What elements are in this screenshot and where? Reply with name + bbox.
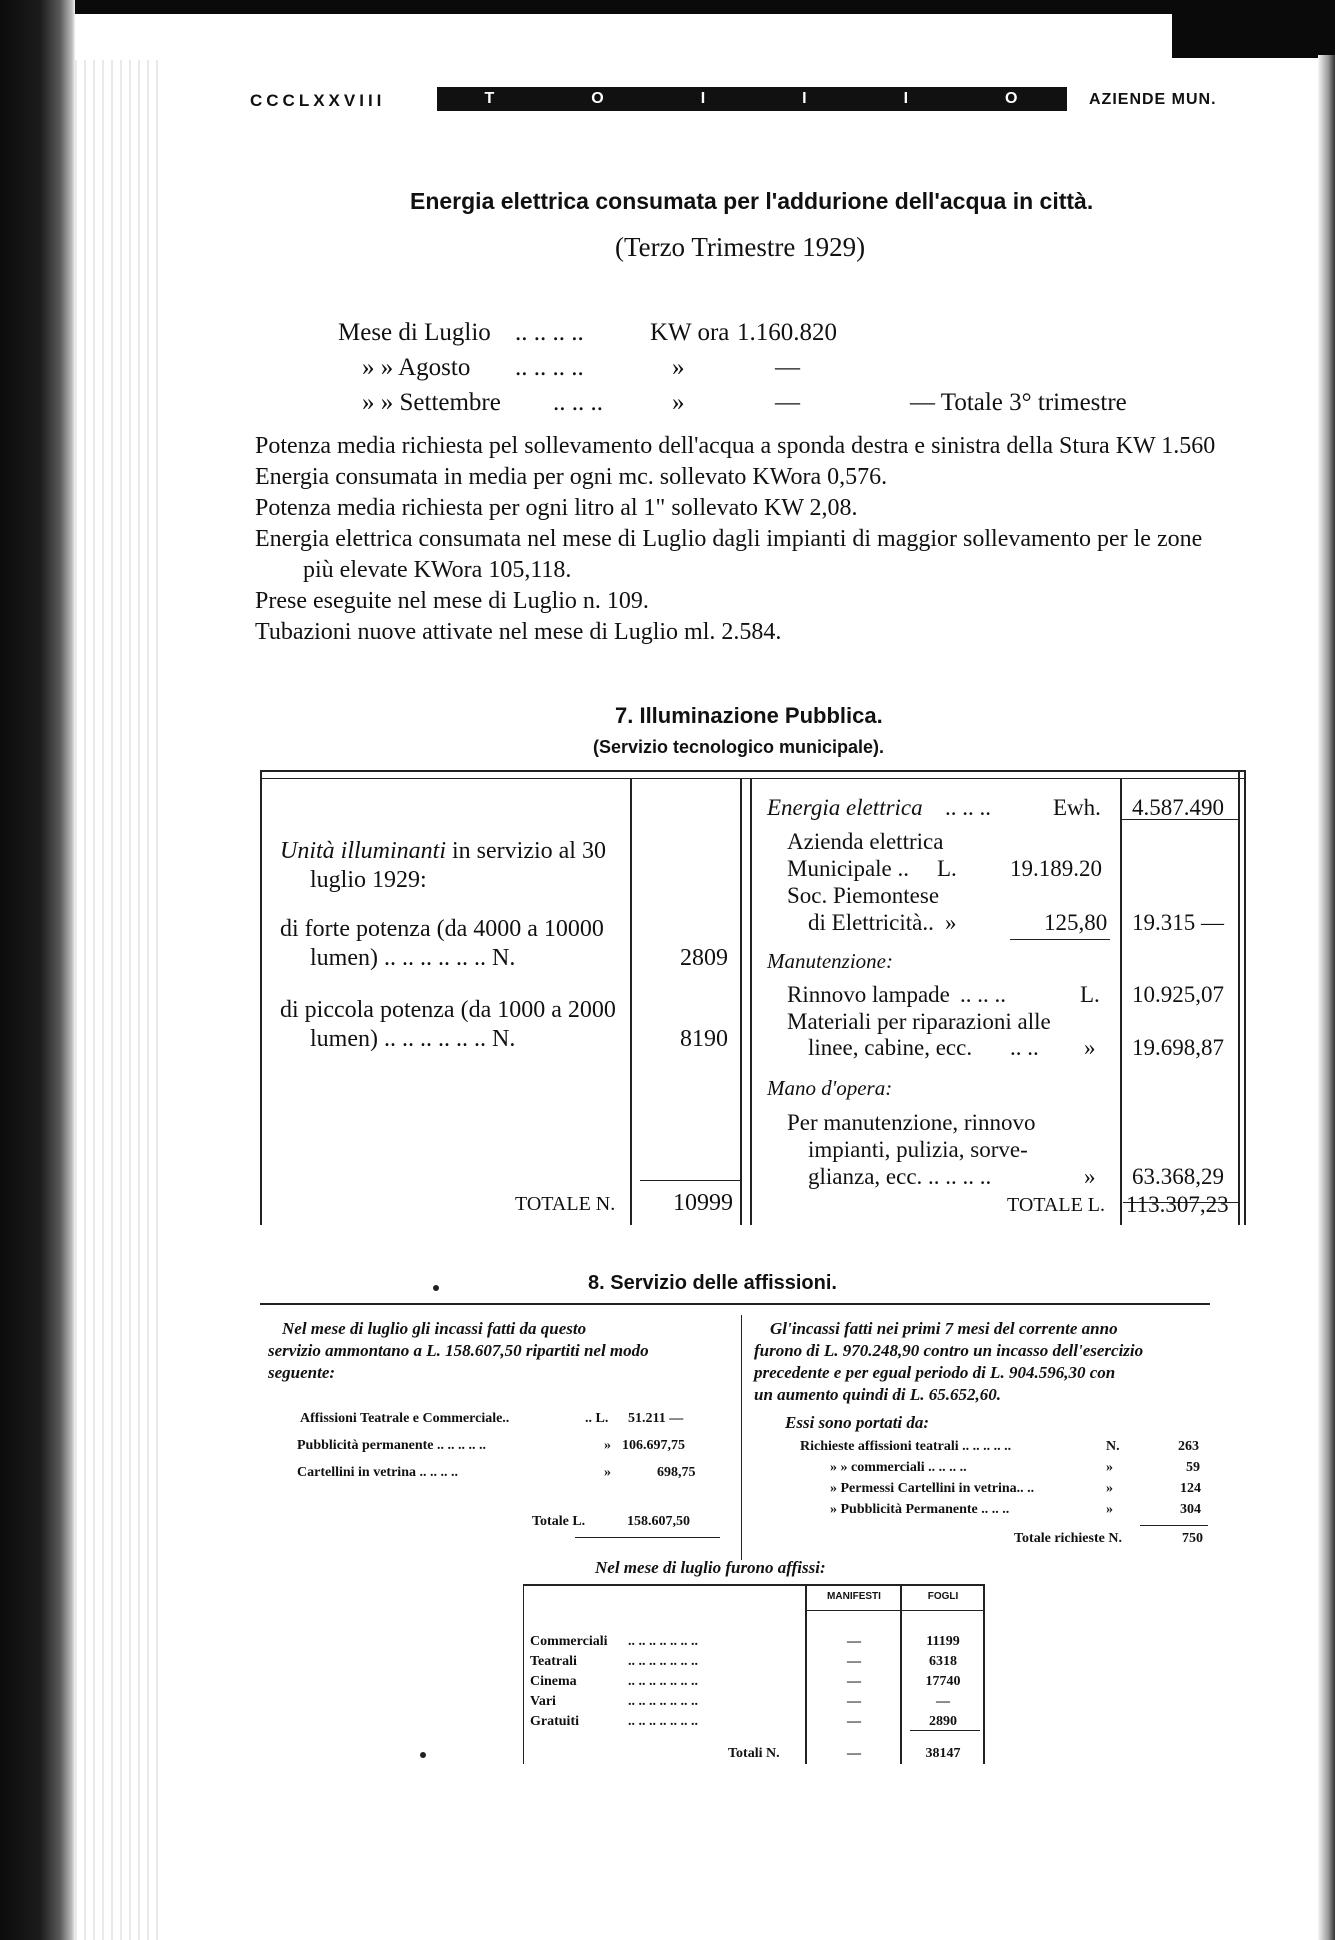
month-unit: » [672, 354, 685, 381]
soc-label: di Elettricità.. [808, 910, 934, 935]
soc-amount: 125,80 [1044, 910, 1108, 935]
energia-unit: Ewh. [1053, 795, 1101, 820]
month-label: » » Agosto [362, 354, 471, 381]
lamps-total-value: 10999 [673, 1190, 733, 1216]
bullet-dot [420, 1752, 426, 1758]
month-value: — [775, 354, 800, 381]
request-row-label: Richieste affissioni teatrali .. .. .. .. .. [800, 1439, 1012, 1454]
affissioni-left-intro: seguente: [268, 1363, 336, 1382]
page-number: CCCLXXVIII [250, 91, 386, 110]
request-row-currency: » [1106, 1481, 1113, 1496]
affissi-row-fogli: 6318 [929, 1654, 957, 1669]
energy-note: più elevate KWora 105,118. [303, 557, 572, 583]
affissioni-right-intro: Gl'incassi fatti nei primi 7 mesi del corrente anno [770, 1319, 1118, 1338]
affissioni-title: 8. Servizio delle affissioni. [588, 1272, 837, 1294]
income-row-currency: .. L. [585, 1411, 609, 1426]
affissioni-right-intro: precedente e per egual periodo di L. 904.596,30 con [754, 1363, 1116, 1382]
running-header-bar [437, 87, 1067, 111]
income-row-label: Affissioni Teatrale e Commerciale.. [300, 1411, 510, 1426]
request-row-currency: » [1106, 1460, 1113, 1475]
azienda-currency: L. [937, 856, 957, 881]
affissi-total-fogli: 38147 [925, 1746, 961, 1761]
month-value: — [775, 389, 800, 416]
affissi-row-fogli: 17740 [925, 1674, 961, 1689]
month-value: 1.160.820 [737, 319, 837, 346]
energy-note: Prese eseguite nel mese di Luglio n. 109. [255, 588, 649, 614]
lamps-total-label: TOTALE N. [515, 1193, 616, 1215]
request-row-value: 59 [1186, 1460, 1200, 1475]
energia-dots: .. .. .. [945, 795, 991, 820]
rinnovo-label: Rinnovo lampade [787, 982, 950, 1007]
affissi-row-label: Gratuiti [530, 1714, 579, 1729]
per-value: 63.368,29 [1132, 1164, 1224, 1189]
materiali-currency: » [1084, 1035, 1096, 1060]
per-label: glianza, ecc. .. .. .. .. [808, 1164, 992, 1189]
lamp-row-label: di forte potenza (da 4000 a 10000 [280, 916, 604, 942]
request-total-label: Totale richieste N. [1014, 1531, 1122, 1546]
income-row-currency: » [604, 1438, 611, 1453]
affissioni-left-intro: Nel mese di luglio gli incassi fatti da questo [282, 1319, 587, 1338]
energy-title: Energia elettrica consumata per l'addurione dell'acqua in città. [410, 188, 1094, 214]
energy-subtotal: 19.315 — [1132, 910, 1224, 935]
energy-note: Energia consumata in media per ogni mc. sollevato KWora 0,576. [255, 464, 888, 490]
lamp-row-value: 8190 [680, 1026, 728, 1052]
affissi-row-fogli: 2890 [929, 1714, 957, 1729]
request-total-value: 750 [1182, 1531, 1203, 1546]
lamp-row-label: lumen) .. .. .. .. .. .. N. [310, 1026, 516, 1052]
units-intro-rest: in servizio al 30 [446, 838, 606, 864]
lighting-title: 7. Illuminazione Pubblica. [615, 703, 883, 728]
affissi-row-dots: .. .. .. .. .. .. .. [628, 1694, 698, 1709]
affissi-row-dots: .. .. .. .. .. .. .. [628, 1654, 698, 1669]
request-row-value: 304 [1180, 1502, 1201, 1517]
lamp-row-label: di piccola potenza (da 1000 a 2000 [280, 997, 616, 1023]
affissi-row-manifesti: — [847, 1674, 861, 1689]
affissi-row-manifesti: — [847, 1654, 861, 1669]
request-row-label: » Pubblicità Permanente .. .. .. [830, 1502, 1010, 1517]
materiali-dots: .. .. [1010, 1035, 1039, 1060]
income-row-currency: » [604, 1465, 611, 1480]
energy-note: Potenza media richiesta pel sollevamento dell'acqua a sponda destra e sinistra della Stura KW 1.560 [255, 433, 1216, 459]
lamp-row-label: lumen) .. .. .. .. .. .. N. [310, 945, 516, 971]
affissi-total-label: Totali N. [728, 1746, 780, 1761]
materiali-value: 19.698,87 [1132, 1035, 1224, 1060]
income-total-label: Totale L. [532, 1514, 586, 1529]
income-row-value: 51.211 — [628, 1411, 684, 1426]
scan-top-edge [0, 0, 1180, 14]
book-spine-shadow [0, 0, 75, 1940]
affissioni-right-sub: Essi sono portati da: [785, 1413, 930, 1432]
materiali-label: linee, cabine, ecc. [808, 1035, 973, 1060]
book-spine-texture [75, 60, 165, 1940]
affissioni-right-intro: furono di L. 970.248,90 contro un incasso dell'esercizio [754, 1341, 1144, 1360]
header-bar-letter: O [1005, 90, 1020, 107]
month-dots: .. .. .. .. [515, 354, 584, 381]
scan-right-edge [1172, 0, 1335, 58]
rinnovo-dots: .. .. .. [960, 982, 1006, 1007]
materiali-label: Materiali per riparazioni alle [787, 1009, 1051, 1034]
request-row-label: » » commerciali .. .. .. .. [830, 1460, 967, 1475]
azienda-amount: 19.189.20 [1010, 856, 1102, 881]
lighting-subtitle: (Servizio tecnologico municipale). [593, 737, 885, 757]
affissi-row-dots: .. .. .. .. .. .. .. [628, 1674, 698, 1689]
per-label: impianti, pulizia, sorve- [808, 1137, 1028, 1162]
income-row-label: Pubblicità permanente .. .. .. .. .. [297, 1438, 486, 1453]
month-dots: .. .. .. [553, 389, 603, 416]
cost-total-value: 113.307,23 [1126, 1192, 1229, 1217]
section-label: AZIENDE MUN. [1089, 91, 1217, 108]
header-bar-letter: I [700, 90, 708, 107]
energy-subtitle: (Terzo Trimestre 1929) [615, 232, 866, 262]
energy-note: Energia elettrica consumata nel mese di Luglio dagli impianti di maggior sollevamento per le zone [255, 526, 1203, 552]
energy-note: Potenza media richiesta per ogni litro al 1" sollevato KW 2,08. [255, 495, 858, 521]
affissi-row-label: Cinema [530, 1674, 577, 1689]
income-total-value: 158.607,50 [627, 1514, 690, 1529]
income-row-value: 698,75 [657, 1465, 696, 1480]
affissi-col-header: FOGLI [927, 1591, 959, 1602]
affissi-total-manifesti: — [847, 1746, 861, 1761]
manutenzione-label: Manutenzione: [767, 949, 893, 973]
affissi-row-label: Teatrali [530, 1654, 577, 1669]
quarter-total-label: — Totale 3° trimestre [910, 389, 1127, 416]
energia-label: Energia elettrica [767, 795, 923, 820]
month-label: Mese di Luglio [338, 319, 491, 346]
affissi-col-header: MANIFESTI [827, 1591, 881, 1602]
request-row-value: 263 [1178, 1439, 1199, 1454]
affissioni-right-intro: un aumento quindi di L. 65.652,60. [754, 1385, 1002, 1404]
request-row-value: 124 [1180, 1481, 1201, 1496]
bullet-dot [433, 1285, 439, 1291]
month-dots: .. .. .. .. [515, 319, 584, 346]
affissi-row-dots: .. .. .. .. .. .. .. [628, 1634, 698, 1649]
energia-value: 4.587.490 [1132, 795, 1224, 820]
request-row-label: » Permessi Cartellini in vetrina.. .. [830, 1481, 1035, 1496]
lamp-row-value: 2809 [680, 945, 728, 971]
affissi-row-manifesti: — [847, 1714, 861, 1729]
header-bar-letter: I [802, 90, 809, 107]
affissi-row-manifesti: — [847, 1634, 861, 1649]
income-row-value: 106.697,75 [622, 1438, 685, 1453]
soc-currency: » [945, 910, 957, 935]
header-bar-letter: I [903, 90, 911, 107]
affissi-row-fogli: 11199 [926, 1634, 960, 1649]
request-row-currency: N. [1106, 1439, 1120, 1454]
soc-label: Soc. Piemontese [787, 883, 940, 908]
request-row-currency: » [1106, 1502, 1113, 1517]
affissi-row-manifesti: — [847, 1694, 861, 1709]
cost-total-label: TOTALE L. [1007, 1194, 1106, 1216]
affissi-row-label: Commerciali [530, 1634, 608, 1649]
affissioni-left-intro: servizio ammontano a L. 158.607,50 ripartiti nel modo [268, 1341, 649, 1360]
units-intro-italic: Unità illuminanti [280, 838, 447, 864]
affissi-row-fogli: — [936, 1694, 950, 1709]
affissi-title: Nel mese di luglio furono affissi: [595, 1558, 826, 1577]
per-currency: » [1084, 1164, 1096, 1189]
header-bar-letter: T [484, 90, 497, 107]
azienda-label: Azienda elettrica [787, 829, 944, 854]
azienda-label: Municipale .. [787, 856, 909, 881]
month-label: » » Settembre [362, 389, 501, 416]
month-unit: » [672, 389, 685, 416]
rinnovo-currency: L. [1080, 982, 1100, 1007]
affissi-row-label: Vari [530, 1694, 556, 1709]
per-label: Per manutenzione, rinnovo [787, 1110, 1036, 1135]
units-intro [280, 838, 606, 865]
rinnovo-value: 10.925,07 [1132, 982, 1224, 1007]
header-bar-letter: O [591, 90, 606, 107]
page-right-shadow [1318, 55, 1335, 1940]
month-unit: KW ora [650, 319, 730, 346]
mano-opera-label: Mano d'opera: [767, 1076, 893, 1100]
income-row-label: Cartellini in vetrina .. .. .. .. [297, 1465, 458, 1480]
energy-note: Tubazioni nuove attivate nel mese di Luglio ml. 2.584. [255, 619, 782, 645]
affissi-row-dots: .. .. .. .. .. .. .. [628, 1714, 698, 1729]
units-intro-date: luglio 1929: [310, 867, 427, 893]
